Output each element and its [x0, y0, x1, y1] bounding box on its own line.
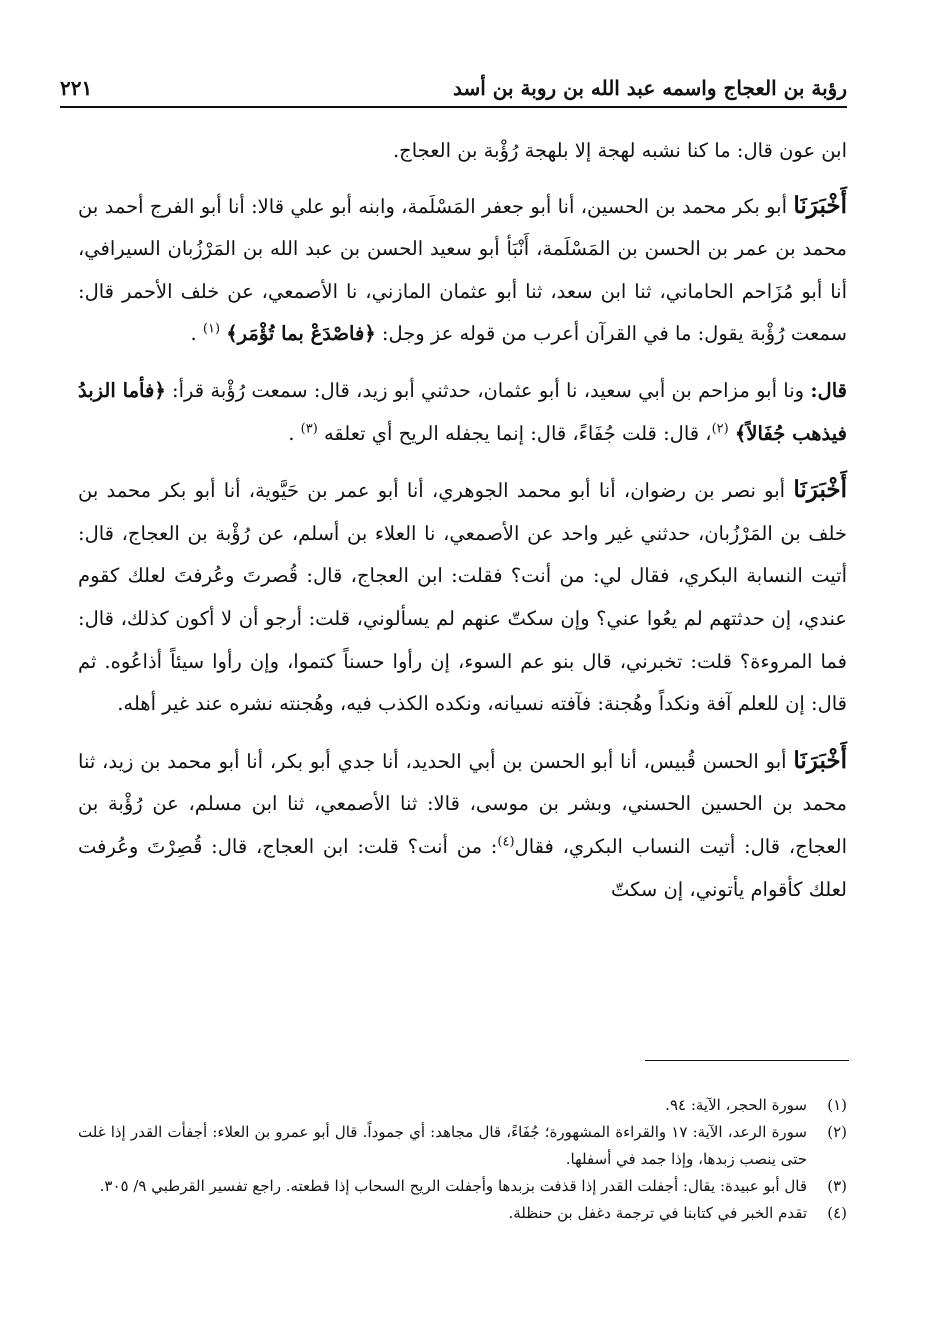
paragraph-5-text-1: أبو الحسن قُبيس، أنا أبو الحسن بن أبي الحديد، أنا جدي أبو بكر، أنا أبو محمد بن زيد، ثنا محمد بن الحسين الحسني، وبشر بن موسى، قالا: ثنا الأصمعي، ثنا ابن مسلم، عن رُؤْبة بن العجاج، قال: أتيت النساب البكري، فقال	[78, 749, 848, 858]
footnote-number: (١)	[827, 1096, 847, 1114]
footnote-number: (٤)	[827, 1204, 847, 1222]
paragraph-1	[78, 130, 847, 173]
paragraph-2-text: أبو بكر محمد بن الحسين، أنا أبو جعفر المَسْلَمة، وابنه أبو علي قالا: أنا أبو الفرج أحمد بن محمد بن عمر بن الحسن بن المَسْلَمة، أَنْبَأ أبو سعيد الحسن بن عبد الله بن المَرْزُبان السيرافي، أنا أبو مُزَاحم الحاماني، ثنا ابن سعد، ثنا أبو عثمان المازني، نا الأصمعي، عن خلف الأحمر قال: سمعت رُؤْبة يقول: ما في القرآن أعرب من قوله عز وجل:	[78, 194, 847, 346]
paragraph-3-end: .	[288, 421, 301, 445]
akhbarana-keyword: أَخْبَرَنَا	[793, 746, 847, 774]
main-text	[78, 130, 847, 925]
footnote-4	[78, 1200, 847, 1227]
running-title: رؤبة بن العجاج واسمه عبد الله بن روبة بن أسد	[453, 76, 847, 100]
footnote-separator	[645, 1060, 849, 1061]
footnote-2	[78, 1119, 847, 1173]
quran-verse: ﴿فاصْدَعْ بما تُؤْمَر﴾	[226, 322, 376, 346]
quran-verse: ﴿فأما الزبدُ فيذهب جُفَالاً﴾	[78, 378, 847, 445]
footnote-text: قال أبو عبيدة: يقال: أجفلت القدر إذا قذفت بزبدها وأجفلت الريح السحاب إذا قطعته. راجع تفسير القرطبي ٩/ ٣٠٥.	[99, 1177, 807, 1195]
footnote-text: سورة الحجر، الآية: ٩٤.	[665, 1096, 807, 1114]
paragraph-2	[78, 185, 847, 356]
paragraph-4-text: أبو نصر بن رضوان، أنا أبو محمد الجوهري، أنا أبو عمر بن حَيَّوية، أنا أبو بكر محمد بن خلف بن المَرْزُبان، حدثني غير واحد عن الأصمعي، نا العلاء بن أسلم، عن رُؤْبة بن العجاج، قال: أتيت النسابة البكري، فقال لي: من أنت؟ فقلت: ابن العجاج، قال: قُصرتَ وعُرفتَ لعلك كقوم عندي، إن حدثتهم لم يعُوا عني؟ وإن سكتّ عنهم لم يسألوني، قلت: أرجو أن لا أكون كذلك، قال: فما المروءة؟ قلت: تخبرني، قال بنو عم السوء، إن رأوا حسناً كتموا، وإن رأوا سيئاً أذاعُوه. ثم قال: إن للعلم آفة ونكداً وهُجنة: فآفته نسيانه، ونكده الكذب فيه، وهُجنته نشره عند غير أهله.	[78, 479, 847, 716]
paragraph-2-end: .	[190, 322, 203, 346]
page-number: ٢٢١	[60, 76, 93, 100]
footnote-text: سورة الرعد، الآية: ١٧ والقراءة المشهورة؛ جُفَاءً، قال مجاهد: أي جموداً. قال أبو عمرو بن العلاء: أجفأت القدر إذا غلت حتى ينصب زبدها، وإذا جمد في أسفلها.	[78, 1123, 807, 1168]
paragraph-5	[78, 740, 847, 911]
footnotes	[78, 1092, 847, 1227]
footnote-text: تقدم الخبر في كتابنا في ترجمة دغفل بن حنظلة.	[508, 1204, 807, 1222]
paragraph-3-text-2: ، قال: قلت جُفَاءً، قال: إنما يجفله الريح أي تعلقه	[323, 421, 712, 445]
akhbarana-keyword: أَخْبَرَنَا	[793, 476, 847, 504]
paragraph-3-text-1: ونا أبو مزاحم بن أبي سعيد، نا أبو عثمان، حدثني أبو زيد، قال: سمعت رُؤْبة قرأ:	[165, 378, 811, 402]
footnote-3	[78, 1173, 847, 1200]
footnote-1	[78, 1092, 847, 1119]
footnote-ref-4: (٤)	[497, 834, 515, 850]
paragraph-1-text: ابن عون قال: ما كنا نشبه لهجة إلا بلهجة رُؤْبة بن العجاج.	[392, 139, 847, 162]
footnote-number: (٣)	[827, 1177, 847, 1195]
footnote-ref-1: (١)	[202, 321, 221, 337]
akhbarana-keyword: أَخْبَرَنَا	[793, 191, 847, 219]
paragraph-4	[78, 469, 847, 726]
page-header	[60, 60, 847, 108]
paragraph-3	[78, 370, 847, 455]
footnote-ref-2: (٢)	[711, 421, 729, 437]
paragraph-5-text-2: : من أنت؟ قلت: ابن العجاج، قال: قُصِرْتَ وعُرفت لعلك كأقوام يأتوني، إن سكتّ	[78, 834, 847, 901]
footnote-number: (٢)	[827, 1123, 847, 1141]
footnote-ref-3: (٣)	[300, 421, 318, 437]
qal-keyword: قال:	[810, 378, 847, 402]
